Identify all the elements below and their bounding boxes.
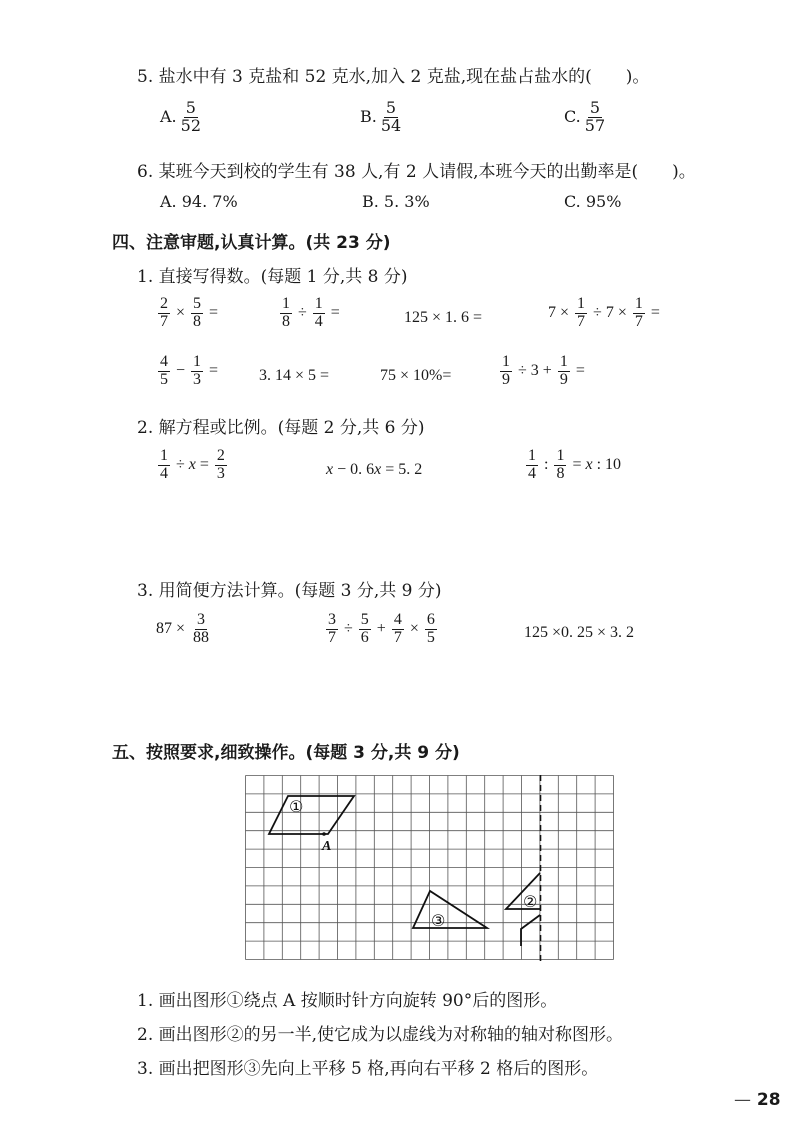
svg-text:③: ③ bbox=[431, 911, 446, 930]
q5-option-b bbox=[360, 100, 405, 135]
part-3-title: 3. 用简便方法计算。(每题 3 分,共 9 分) bbox=[137, 581, 442, 601]
simplify-a: 87 × $\frac{3}{88}$ bbox=[156, 611, 210, 646]
calc-2c: 75 × 10%= bbox=[380, 367, 452, 384]
point-a-label: A bbox=[322, 839, 332, 854]
circled-label-1 bbox=[289, 797, 303, 816]
option-label: B. bbox=[360, 106, 377, 126]
calc-1a: $\frac{2}{7}$ × $\frac{5}{8}$ = bbox=[160, 295, 219, 330]
calc-1b: $\frac{1}{8}$ ÷ $\frac{1}{4}$ = bbox=[282, 295, 340, 330]
equation-a: $\frac{1}{4}$ ÷ x = $\frac{2}{3}$ bbox=[160, 447, 225, 482]
calc-2a: $\frac{4}{5}$ − $\frac{1}{3}$ = bbox=[160, 353, 219, 388]
q5-option-c bbox=[564, 100, 609, 135]
instruction-1: 1. 画出图形①绕点 A 按顺时针方向旋转 90°后的图形。 bbox=[137, 991, 558, 1011]
footer-dash: — bbox=[734, 1090, 751, 1110]
q5-option-a bbox=[160, 100, 205, 135]
question-6: 6. 某班今天到校的学生有 38 人,有 2 人请假,本班今天的出勤率是( )。 bbox=[137, 162, 696, 182]
fraction: $\frac{1}{9}$ bbox=[502, 353, 510, 388]
point-a-dot bbox=[322, 832, 326, 836]
instruction-3: 3. 画出把图形③先向上平移 5 格,再向右平移 2 格后的图形。 bbox=[137, 1059, 599, 1079]
fraction: $\frac{1}{4}$ bbox=[314, 295, 323, 330]
fraction: $\frac{1}{7}$ bbox=[577, 295, 586, 330]
section-4-heading: 四、注意审题,认真计算。(共 23 分) bbox=[112, 233, 391, 253]
fraction: $\frac{5}{52}$ bbox=[180, 98, 201, 135]
part-2-title: 2. 解方程或比例。(每题 2 分,共 6 分) bbox=[137, 418, 425, 438]
svg-text:①: ① bbox=[289, 797, 304, 816]
fraction: $\frac{1}{8}$ bbox=[282, 295, 290, 330]
fraction: $\frac{4}{5}$ bbox=[160, 353, 168, 388]
fraction: $\frac{2}{3}$ bbox=[216, 447, 225, 482]
simplify-c: 125 ×0. 25 × 3. 2 bbox=[524, 624, 635, 641]
fraction: $\frac{5}{54}$ bbox=[380, 98, 402, 135]
calc-2d: $\frac{1}{9}$ ÷ 3 + $\frac{1}{9}$ = bbox=[502, 353, 585, 388]
fraction: $\frac{3}{88}$ bbox=[193, 611, 210, 646]
fraction: $\frac{1}{8}$ bbox=[556, 447, 565, 482]
fraction: $\frac{1}{4}$ bbox=[160, 447, 168, 482]
circled-label-3 bbox=[431, 911, 445, 930]
circled-label-2 bbox=[523, 892, 537, 911]
fraction: $\frac{5}{57}$ bbox=[584, 98, 606, 135]
q6-option-a: A. 94. 7% bbox=[160, 192, 238, 211]
question-5: 5. 盐水中有 3 克盐和 52 克水,加入 2 克盐,现在盐占盐水的( )。 bbox=[137, 67, 650, 87]
fraction: $\frac{3}{7}$ bbox=[328, 611, 336, 646]
section-5-heading: 五、按照要求,细致操作。(每题 3 分,共 9 分) bbox=[112, 743, 460, 763]
calc-1d: 7 × $\frac{1}{7}$ ÷ 7 × $\frac{1}{7}$ = bbox=[548, 295, 660, 330]
shape-1-parallelogram bbox=[269, 796, 354, 834]
option-label: A. bbox=[160, 106, 177, 126]
fraction: $\frac{5}{8}$ bbox=[193, 295, 202, 330]
page-number bbox=[734, 1090, 781, 1110]
fraction: $\frac{6}{5}$ bbox=[426, 611, 435, 646]
calc-1c: 125 × 1. 6 = bbox=[404, 309, 483, 326]
instruction-2: 2. 画出图形②的另一半,使它成为以虚线为对称轴的轴对称图形。 bbox=[137, 1025, 624, 1045]
fraction: $\frac{1}{4}$ bbox=[528, 447, 536, 482]
q6-option-c: C. 95% bbox=[564, 192, 622, 211]
fraction: $\frac{1}{7}$ bbox=[634, 295, 643, 330]
fraction: $\frac{1}{3}$ bbox=[193, 353, 202, 388]
svg-text:②: ② bbox=[523, 892, 538, 911]
grid-figure bbox=[245, 775, 615, 970]
fraction: $\frac{4}{7}$ bbox=[393, 611, 402, 646]
equation-b: x − 0. 6x = 5. 2 bbox=[326, 461, 423, 478]
simplify-b: $\frac{3}{7}$ ÷ $\frac{5}{6}$ + $\frac{4}{7}$ × $\frac{6}{5}$ bbox=[328, 611, 435, 646]
fraction: $\frac{1}{9}$ bbox=[559, 353, 568, 388]
part-1-title: 1. 直接写得数。(每题 1 分,共 8 分) bbox=[137, 267, 408, 287]
calc-2b: 3. 14 × 5 = bbox=[259, 367, 330, 384]
fraction: $\frac{2}{7}$ bbox=[160, 295, 168, 330]
fraction: $\frac{5}{6}$ bbox=[360, 611, 369, 646]
page-number-value: 28 bbox=[756, 1090, 781, 1110]
option-label: C. bbox=[564, 106, 581, 126]
proportion-c: $\frac{1}{4}$ : $\frac{1}{8}$ = x : 10 bbox=[528, 447, 622, 482]
q6-option-b: B. 5. 3% bbox=[362, 192, 430, 211]
